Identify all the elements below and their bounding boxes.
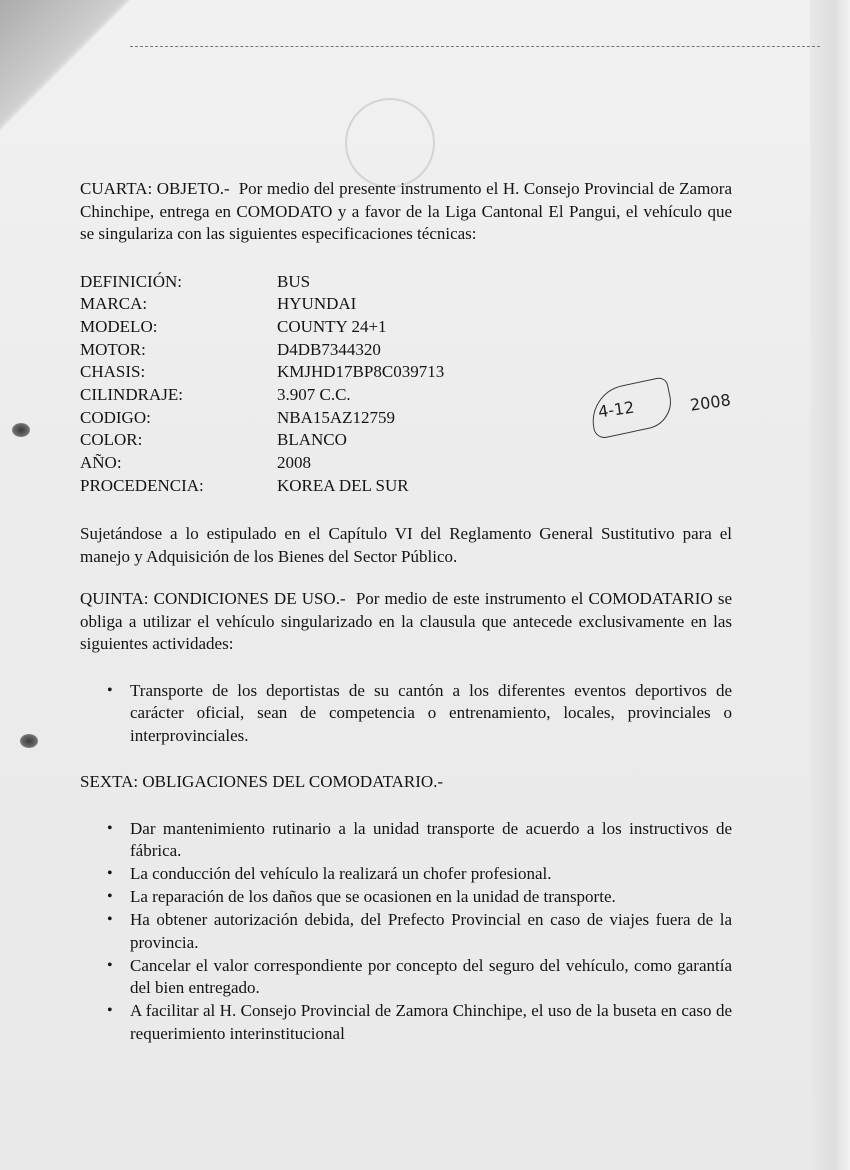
spec-row	[80, 361, 732, 384]
clause-quinta-text: Por medio de este instrumento el COMODATARIO se obliga a utilizar el vehículo singularizado en la clausula que antecede exclusivamente en las siguientes actividades:	[80, 589, 733, 654]
spec-label: COLOR:	[80, 430, 143, 450]
sexta-obligations-list	[80, 818, 732, 1046]
bullet-icon: •	[107, 888, 113, 906]
clause-sexta-heading: SEXTA: OBLIGACIONES DEL COMODATARIO.-	[80, 772, 444, 792]
handwritten-date: 4-12	[596, 397, 636, 422]
list-item	[80, 886, 732, 909]
spec-row	[80, 407, 732, 430]
spec-label: MOTOR:	[80, 339, 146, 359]
spec-value: KOREA DEL SUR	[277, 475, 409, 495]
spec-value: HYUNDAI	[277, 294, 357, 314]
spec-value: BUS	[277, 271, 311, 291]
bullet-icon: •	[107, 865, 113, 883]
clause-quinta-heading: QUINTA: CONDICIONES DE USO.-	[80, 589, 346, 609]
spec-value: D4DB7344320	[277, 339, 381, 359]
spec-value: 2008	[277, 453, 311, 472]
spec-label: MODELO:	[80, 316, 158, 336]
spec-value: COUNTY 24+1	[277, 316, 387, 336]
bleed-through-seal	[345, 98, 435, 188]
punch-hole-icon	[20, 734, 38, 748]
spec-row	[80, 452, 732, 475]
spec-label: PROCEDENCIA:	[80, 475, 204, 495]
spec-row	[80, 429, 732, 452]
list-item-text: Transporte de los deportistas de su cantón a los diferentes eventos deportivos de carácter oficial, sean de competencia o entrenamiento, locales, provinciales o interprovinciales.	[130, 680, 732, 745]
handwritten-year: 2008	[688, 390, 732, 415]
spec-label: MARCA:	[80, 294, 148, 314]
list-item-text: Cancelar el valor correspondiente por concepto del seguro del vehículo, como garantía del bien entregado.	[130, 955, 732, 998]
bullet-icon: •	[107, 956, 113, 974]
spec-label: DEFINICIÓN:	[80, 271, 182, 291]
spec-row	[80, 316, 732, 339]
list-item	[80, 818, 732, 863]
vehicle-specs-table	[80, 271, 732, 498]
bullet-icon: •	[107, 819, 113, 837]
spec-value: 3.907 C.C.	[277, 384, 351, 404]
bullet-icon: •	[107, 1002, 113, 1020]
list-item	[80, 680, 732, 748]
list-item	[80, 863, 732, 886]
clause-cuarta	[80, 178, 732, 246]
spec-row	[80, 384, 732, 407]
clause-cuarta-heading: CUARTA: OBJETO.-	[80, 179, 230, 198]
list-item-text: A facilitar al H. Consejo Provincial de Zamora Chinchipe, el uso de la buseta en caso de requerimiento interinstitucional	[130, 1001, 732, 1043]
spec-row	[80, 293, 732, 316]
list-item	[80, 909, 732, 954]
list-item	[80, 1000, 732, 1045]
spec-value: NBA15AZ12759	[277, 407, 396, 427]
spec-label: CHASIS:	[80, 362, 146, 382]
list-item-text: Ha obtener autorización debida, del Prefecto Provincial en caso de viajes fuera de la provincia.	[130, 910, 732, 952]
bullet-icon: •	[107, 681, 113, 699]
dashed-rule	[130, 46, 820, 47]
sujetandose-paragraph: Sujetándose a lo estipulado en el Capítulo VI del Reglamento General Sustitutivo para el manejo y Adquisición de los Bienes del Sector Público.	[80, 524, 732, 566]
spec-label: CILINDRAJE:	[80, 384, 183, 404]
list-item-text: Dar mantenimiento rutinario a la unidad transporte de acuerdo a los instructivos de fábrica.	[130, 818, 732, 861]
spec-row	[80, 475, 732, 498]
clause-quinta	[80, 588, 732, 656]
list-item-text: La conducción del vehículo la realizará un chofer profesional.	[130, 864, 552, 884]
punch-hole-icon	[12, 423, 30, 437]
list-item-text: La reparación de los daños que se ocasionen en la unidad de transporte.	[130, 887, 616, 907]
clause-cuarta-text: Por medio del presente instrumento el H. Consejo Provincial de Zamora Chinchipe, entrega en COMODATO y a favor de la Liga Cantonal El Pangui, el vehículo que se singulariza con las siguientes especificaciones técnicas:	[80, 179, 733, 243]
document-body	[80, 178, 732, 1046]
folded-corner	[0, 0, 160, 160]
page-edge-shadow	[810, 0, 850, 1170]
list-item	[80, 955, 732, 1000]
spec-label: CODIGO:	[80, 407, 151, 427]
spec-value: BLANCO	[277, 430, 347, 450]
bullet-icon: •	[107, 911, 113, 929]
spec-row	[80, 271, 732, 294]
quinta-activities-list	[80, 680, 732, 748]
spec-label: AÑO:	[80, 453, 122, 472]
spec-value: KMJHD17BP8C039713	[277, 362, 445, 382]
spec-row	[80, 339, 732, 362]
